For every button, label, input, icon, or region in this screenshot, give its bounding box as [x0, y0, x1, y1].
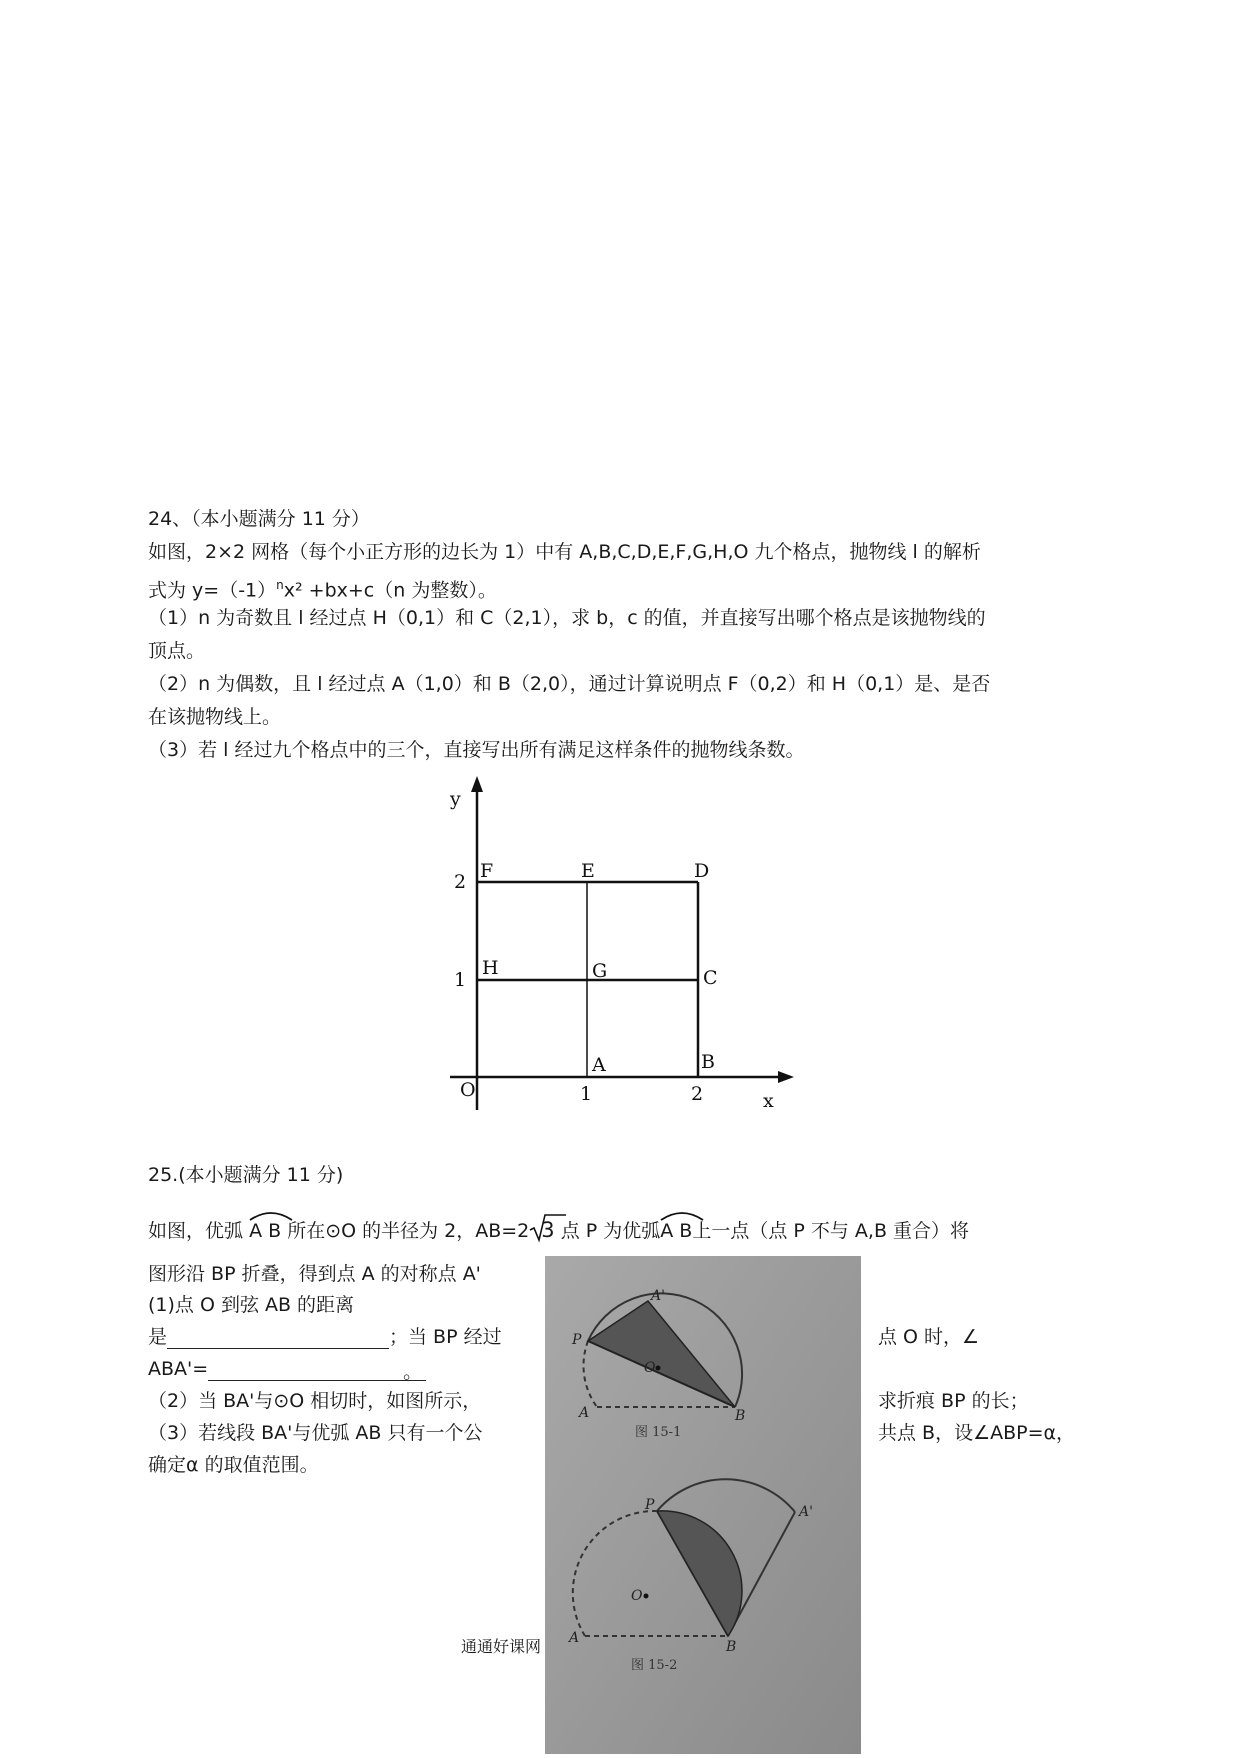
q25-line5-b: 。 [403, 1361, 423, 1383]
q25-line5 [148, 1357, 426, 1381]
q25-line1-c: 点 P 为优弧 [560, 1220, 661, 1242]
point-C: C [703, 967, 718, 989]
x-axis-arrow [778, 1071, 794, 1083]
q25-line1-d: 上一点（点 P 不与 A,B 重合）将 [692, 1220, 970, 1242]
exponent-n: n [276, 578, 284, 592]
q24-line2-a: 式为 y=（-1） [148, 579, 277, 602]
q25-line4-right: 点 O 时，∠ [878, 1326, 980, 1348]
fig1-label-A2: A' [651, 1288, 665, 1304]
fig1-caption: 图 15-1 [635, 1425, 682, 1440]
point-F: F [480, 860, 494, 882]
q25-line2: 图形沿 BP 折叠，得到点 A 的对称点 A' [148, 1263, 481, 1285]
q24-part2-b: 在该抛物线上。 [148, 706, 282, 728]
q25-line1-b: 所在⊙O 的半径为 2，AB=2 [287, 1220, 530, 1242]
q25-line4-b: ；当 BP 经过 [389, 1326, 502, 1348]
tick-y1: 1 [454, 969, 467, 991]
sqrt-radicand: 3 [541, 1218, 555, 1242]
q24-part3: （3）若 l 经过九个格点中的三个，直接写出所有满足这样条件的抛物线条数。 [148, 739, 805, 761]
point-H: H [482, 957, 499, 979]
q25-header: 25.(本小题满分 11 分) [148, 1164, 344, 1186]
footer-watermark: 通通好课网 [461, 1637, 542, 1656]
point-A: A [592, 1054, 606, 1076]
fig1-label-O: O [644, 1360, 656, 1376]
fig1-label-B: B [735, 1408, 746, 1424]
fig2-label-O: O [631, 1588, 643, 1604]
tick-y2: 2 [454, 871, 467, 893]
q24-part1-a: （1）n 为奇数且 l 经过点 H（0,1）和 C（2,1），求 b，c 的值，并直接写出哪个格点是该抛物线的 [148, 607, 986, 629]
arc-label: A B [249, 1220, 282, 1242]
origin-label: O [460, 1079, 476, 1101]
q25-line8: 确定α 的取值范围。 [148, 1454, 319, 1476]
q25-line3: (1)点 O 到弦 AB 的距离 [148, 1294, 355, 1316]
q25-line7-right: 共点 B，设∠ABP=α， [878, 1422, 1076, 1444]
answer-blank-angle[interactable] [208, 1360, 426, 1381]
fig2-center-o [644, 1594, 649, 1599]
q24-header: 24、（本小题满分 11 分） [148, 508, 370, 530]
q25-line6-left: （2）当 BA'与⊙O 相切时，如图所示， [148, 1390, 482, 1412]
q25-line1 [148, 1215, 969, 1243]
q24-line2-b: x² +bx+c（n 为整数）。 [283, 579, 497, 602]
fig1-center-o [656, 1366, 661, 1371]
fig2-label-B: B [726, 1639, 737, 1655]
fig2-caption: 图 15-2 [631, 1658, 678, 1673]
fig2-label-P: P [645, 1497, 655, 1513]
major-arc-ab-2 [660, 1215, 692, 1243]
radical-sign [529, 1213, 567, 1243]
q25-line1-a: 如图，优弧 [148, 1220, 244, 1242]
fig2-label-A2: A' [799, 1504, 813, 1520]
major-arc-ab [249, 1215, 281, 1243]
q25-line5-a: ABA'= [148, 1358, 209, 1380]
q24-part1-b: 顶点。 [148, 640, 206, 662]
tick-x1: 1 [580, 1083, 593, 1105]
y-axis-arrow [471, 776, 483, 792]
figure-photo [545, 1256, 861, 1754]
q24-line2 [148, 573, 497, 602]
axis-y-label: y [450, 788, 461, 810]
arc-symbol [247, 1209, 295, 1221]
q25-line6-right: 求折痕 BP 的长； [878, 1390, 1029, 1412]
arc-label-2: A B [660, 1220, 693, 1242]
sqrt-symbol [529, 1218, 554, 1243]
q25-line4 [148, 1325, 502, 1349]
folding-figures [545, 1256, 861, 1754]
answer-blank-distance[interactable] [167, 1328, 389, 1349]
q24-line1: 如图，2×2 网格（每个小正方形的边长为 1）中有 A,B,C,D,E,F,G,H,O 九个格点，抛物线 l 的解析 [148, 541, 981, 563]
axis-x-label: x [763, 1090, 774, 1112]
point-E: E [581, 860, 595, 882]
point-G: G [592, 960, 608, 982]
grid-figure [430, 770, 810, 1115]
tick-x2: 2 [691, 1083, 704, 1105]
fig2-label-A: A [569, 1630, 580, 1646]
q25-line4-a: 是 [148, 1326, 168, 1348]
fig1-label-P: P [572, 1332, 582, 1348]
point-D: D [694, 860, 710, 882]
q24-part2-a: （2）n 为偶数，且 l 经过点 A（1,0）和 B（2,0），通过计算说明点 F（0,2）和 H（0,1）是、是否 [148, 673, 991, 695]
arc-symbol-2 [658, 1209, 706, 1221]
point-B: B [701, 1051, 715, 1073]
fig1-label-A: A [579, 1405, 590, 1421]
q25-line7-left: （3）若线段 BA'与优弧 AB 只有一个公 [148, 1422, 483, 1444]
